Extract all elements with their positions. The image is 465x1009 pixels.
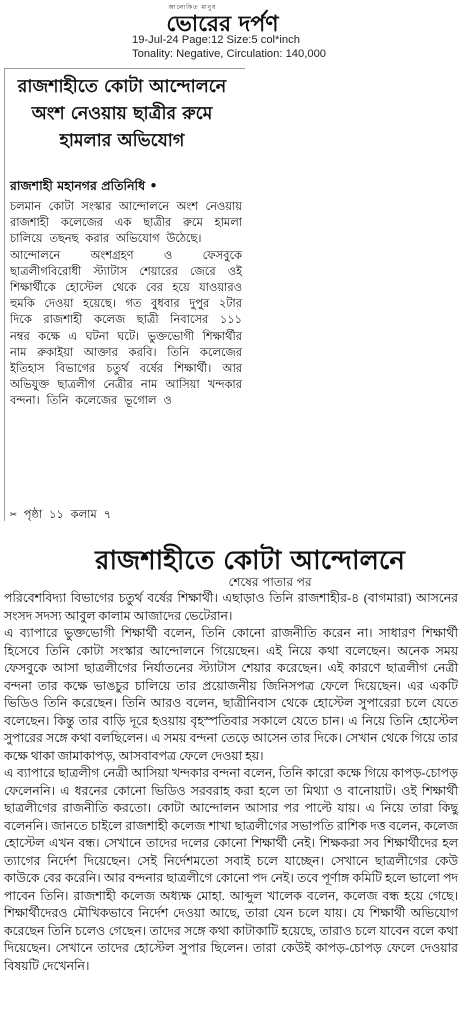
meta-tonality-circulation: Tonality: Negative, Circulation: 140,000: [132, 48, 327, 60]
newspaper-name: ভোরের দর্পণ: [166, 11, 279, 37]
continuation-marker: ✂: [10, 507, 24, 521]
headline-line: অংশ নেওয়ায় ছাত্রীর রুমে: [31, 104, 213, 124]
article-2-body: [4, 590, 458, 975]
headline-line: রাজশাহীতে কোটা আন্দোলনে: [17, 77, 227, 97]
byline-text: রাজশাহী মহানগর প্রতিনিধি: [10, 178, 146, 193]
masthead-tagline: আলোকিত মানুষ: [168, 4, 217, 11]
meta-date-page-size: 19-Jul-24 Page:12 Size:5 col*inch: [132, 34, 300, 46]
paragraph: এ ব্যাপারে ভুক্তভোগী শিক্ষার্থী বলেন, তিনি কোনো রাজনীতি করেন না। সাধারণ শিক্ষার্থী হিসেবে তিনি কোটা সংস্কার আন্দোলনে গিয়েছেন। এই নিয়ে কথা বলেছেন। অনেক সময় ফেসবুকে আসা ছাত্রলীগের নির্যাতনের স্ট্যাটাস শেয়ার করেছেন। এই কারণে ছাত্রলীগ নেত্রী বন্দনা তার কক্ষে ভাঙচুর চালিয়ে তার প্রয়োজনীয় জিনিসপত্র ফেলে দিয়েছেন। এর একটি ভিডিও তিনি করেছেন। তিনি আরও বলেন, ছাত্রীনিবাস থেকে হোস্টেল সুপারেরা চলে যেতে বলেছেন। কিন্তু তার বাড়ি দূরে হওয়ায় বৃহস্পতিবার সকালে যেতে চান। এ নিয়ে তিনি হোস্টেল সুপারের সঙ্গে কথা বলছিলেন। এ সময় বন্দনা তেড়ে আসেন তার দিকে। সেখান থেকে গিয়ে তার কক্ষে থাকা জামাকাপড়, আসবাবপত্র ফেলে দেওয়া হয়।: [4, 626, 458, 763]
paragraph: আন্দোলনে অংশগ্রহণ ও ফেসবুকে ছাত্রলীগবিরোধী স্ট্যাটাস শেয়ারের জেরে ওই শিক্ষার্থীকে হোস্টেল থেকে বের হয়ে যাওয়ারও হুমকি দেওয়া হয়েছে। গত বুধবার দুপুর ২টার দিকে রাজশাহী কলেজ ছাত্রী নিবাসের ১১১ নম্বর কক্ষে এ ঘটনা ঘটে। ভুক্তভোগী শিক্ষার্থীর নাম রুকাইয়া আক্তার করবি। তিনি কলেজের ইতিহাস বিভাগের চতুর্থ বর্ষের শিক্ষার্থী। আর অভিযুক্ত ছাত্রলীগ নেত্রীর নাম আসিয়া খন্দকার বন্দনা। তিনি কলেজের ভূগোল ও: [10, 247, 242, 408]
paragraph: চলমান কোটা সংস্কার আন্দোলনে অংশ নেওয়ায় রাজশাহী কলেজের এক ছাত্রীর রুমে হামলা চালিয়ে তছনছ করার অভিযোগ উঠেছে।: [10, 199, 242, 246]
headline-line: হামলার অভিযোগ: [59, 131, 185, 151]
article-2-headline: রাজশাহীতে কোটা আন্দোলনে: [95, 546, 405, 576]
continuation-text: পৃষ্ঠা ১১ কলাম ৭: [23, 507, 112, 521]
paragraph: পরিবেশবিদ্যা বিভাগের চতুর্থ বর্ষের শিক্ষার্থী। এছাড়াও তিনি রাজশাহীর-৪ (বাগমারা) আসনের সংসদ সদস্য আবুল কালাম আজাদের ভেটেরান।: [4, 591, 458, 623]
paragraph: এ ব্যাপারে ছাত্রলীগ নেত্রী আসিয়া খন্দকার বন্দনা বলেন, তিনি কারো কক্ষে গিয়ে কাপড়-চোপড় ফেলেননি। এ ধরনের কোনো ভিডিও সরবরাহ করা হলে তা মিথ্যা ও বানোয়াট। ওই শিক্ষার্থী ছাত্রলীগের রাজনীতি করতো। কোটা আন্দোলন আসার পর পাল্টে যায়। এ নিয়ে তারা কিছু বলেননি। জানতে চাইলে রাজশাহী কলেজ শাখা ছাত্রলীগের সভাপতি রাশিক দত্ত বলেন, কলেজ হোস্টেল এখন বন্ধ। সেখানে তাদের দলের কোনো শিক্ষার্থী নেই। শিক্ষকরা সব শিক্ষার্থীদের হল ত্যাগের নির্দেশ দিয়েছেন। সেই নির্দেশমতো সবাই চলে যাচ্ছেন। সেখানে ছাত্রলীগের কেউ কাউকে বের করেনি। আর বন্দনার ছাত্রলীগে কোনো পদ নেই। তবে পূর্ণাঙ্গ কমিটি হলে ভালো পদ পাবেন তিনি। রাজশাহী কলেজ অধ্যক্ষ মোহা. আব্দুল খালেক বলেন, কলেজ বন্ধ হয়ে গেছে। শিক্ষার্থীদেরও মৌখিকভাবে নির্দেশ দেওয়া আছে, তারা যেন চলে যায়। যে শিক্ষার্থী অভিযোগ করেছেন তিনি চলেও গেছেন। তাদের সঙ্গে কথা কাটাকাটি হয়েছে, তারাও চলে যাবেন বলে কথা দিয়েছেন। সেখানে তাদের হোস্টেল সুপার ছিলেন। তারা কেউই কাপড়-চোপড় ফেলে দেওয়ার বিষয়টি দেখেননি।: [4, 766, 458, 973]
article-1-headline: [12, 74, 232, 155]
clipping-meta: [132, 33, 326, 61]
article-1-body: [10, 198, 242, 409]
article-1-continuation: [10, 506, 111, 525]
byline-bullet: •: [149, 178, 158, 193]
article-2-subhead: শেষের পাতার পর: [228, 575, 312, 589]
article-1-byline: [10, 178, 157, 198]
